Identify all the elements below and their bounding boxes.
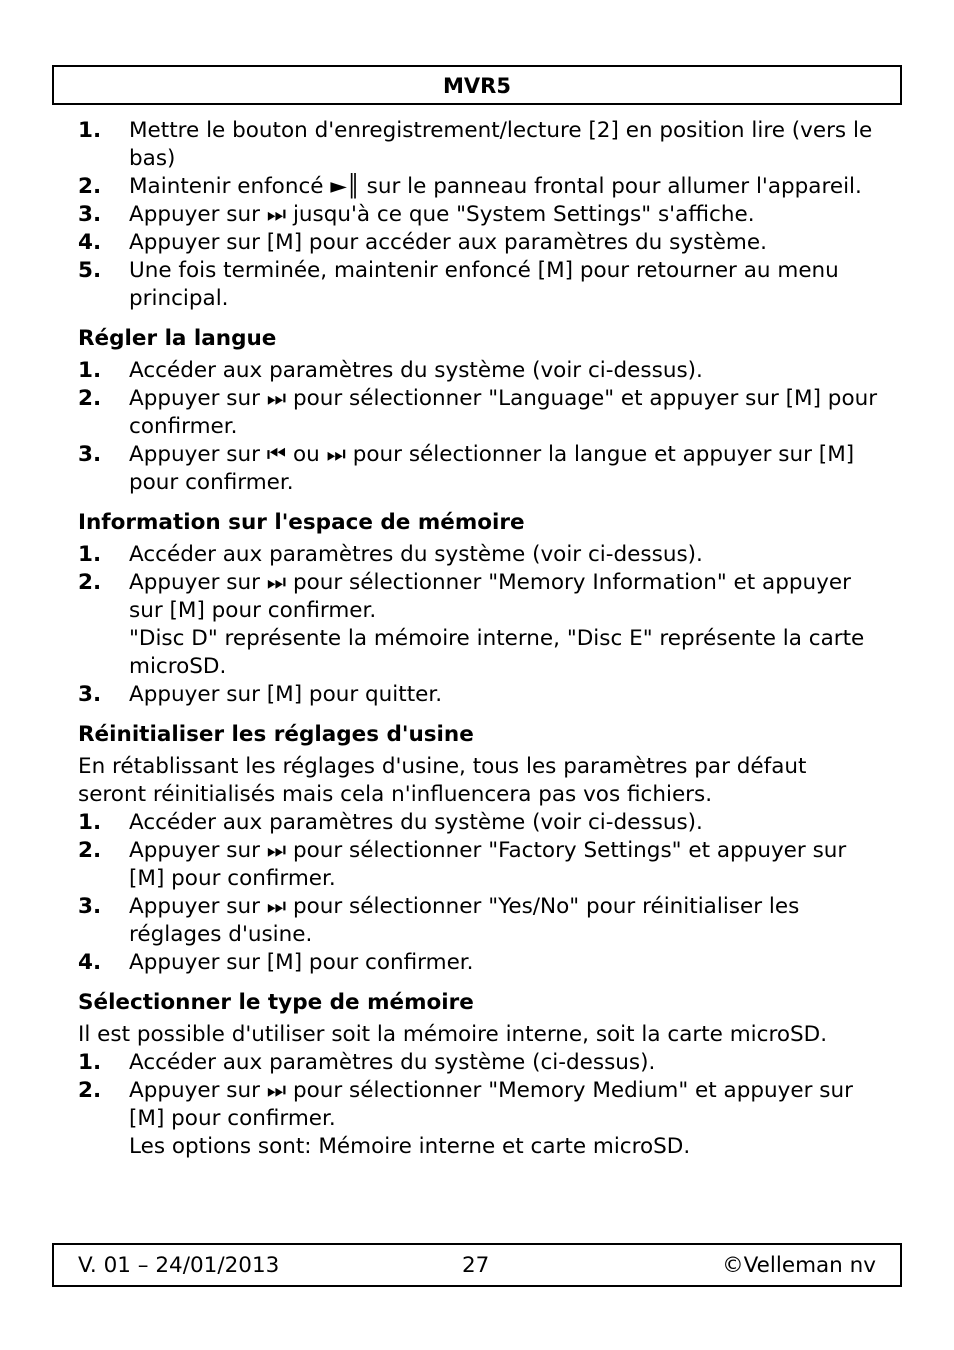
section-memory-information bbox=[78, 509, 878, 709]
list-item bbox=[78, 257, 878, 313]
list-item bbox=[78, 681, 878, 709]
step-number: 5. bbox=[78, 258, 102, 283]
version-date: V. 01 – 24/01/2013 bbox=[78, 1253, 280, 1278]
section-set-language bbox=[78, 325, 878, 497]
step-note: Les options sont: Mémoire interne et carte microSD. bbox=[129, 1134, 691, 1159]
section-intro: Il est possible d'utiliser soit la mémoire interne, soit la carte microSD. bbox=[78, 1022, 828, 1047]
section-heading: Régler la langue bbox=[78, 326, 277, 351]
step-text: Appuyer sur [M] pour quitter. bbox=[129, 682, 443, 707]
intro-steps bbox=[78, 117, 878, 313]
step-text: Appuyer sur ⏭ pour sélectionner "Language" et appuyer sur [M] pour confirmer. bbox=[129, 386, 878, 439]
step-note: "Disc D" représente la mémoire interne, "Disc E" représente la carte microSD. bbox=[129, 626, 865, 679]
section-heading: Information sur l'espace de mémoire bbox=[78, 510, 525, 535]
step-text: Accéder aux paramètres du système (voir ci-dessus). bbox=[129, 358, 703, 383]
section-intro: En rétablissant les réglages d'usine, tous les paramètres par défaut seront réinitialisés mais cela n'influencera pas vos fichiers. bbox=[78, 754, 807, 807]
list-item bbox=[78, 173, 878, 201]
step-number: 2. bbox=[78, 386, 102, 411]
list-item bbox=[78, 893, 878, 949]
section-steps bbox=[78, 541, 878, 709]
step-number: 2. bbox=[78, 838, 102, 863]
step-number: 1. bbox=[78, 358, 102, 383]
step-text: Appuyer sur ⏭ pour sélectionner "Yes/No" pour réinitialiser les réglages d'usine. bbox=[129, 894, 800, 947]
step-text: Appuyer sur ⏭ pour sélectionner "Factory Settings" et appuyer sur [M] pour confirmer. bbox=[129, 838, 847, 891]
list-item bbox=[78, 201, 878, 229]
list-item bbox=[78, 1049, 878, 1077]
step-number: 2. bbox=[78, 570, 102, 595]
copyright: ©Velleman nv bbox=[722, 1253, 876, 1278]
step-text: Appuyer sur ⏭ jusqu'à ce que "System Settings" s'affiche. bbox=[129, 202, 755, 227]
step-number: 3. bbox=[78, 682, 102, 707]
step-text: Appuyer sur [M] pour confirmer. bbox=[129, 950, 474, 975]
step-text: Accéder aux paramètres du système (voir ci-dessus). bbox=[129, 810, 703, 835]
list-item bbox=[78, 569, 878, 681]
list-item bbox=[78, 837, 878, 893]
step-text: Accéder aux paramètres du système (ci-dessus). bbox=[129, 1050, 656, 1075]
step-number: 4. bbox=[78, 950, 102, 975]
step-number: 2. bbox=[78, 174, 102, 199]
list-item bbox=[78, 357, 878, 385]
page-footer bbox=[52, 1243, 902, 1287]
step-number: 3. bbox=[78, 442, 102, 467]
list-item bbox=[78, 1077, 878, 1161]
page-number: 27 bbox=[462, 1253, 490, 1278]
page-content bbox=[78, 117, 878, 1161]
step-number: 4. bbox=[78, 230, 102, 255]
document-title: MVR5 bbox=[443, 74, 511, 98]
step-text: Appuyer sur [M] pour accéder aux paramètres du système. bbox=[129, 230, 767, 255]
list-item bbox=[78, 949, 878, 977]
step-text: Une fois terminée, maintenir enfoncé [M] pour retourner au menu principal. bbox=[129, 258, 839, 311]
list-item bbox=[78, 441, 878, 497]
step-text: Appuyer sur ⏭ pour sélectionner "Memory Information" et appuyer sur [M] pour confirmer. bbox=[129, 570, 851, 623]
list-item bbox=[78, 229, 878, 257]
step-number: 1. bbox=[78, 1050, 102, 1075]
step-text: Mettre le bouton d'enregistrement/lecture [2] en position lire (vers le bas) bbox=[129, 118, 873, 171]
step-text: Appuyer sur ⏭ pour sélectionner "Memory Medium" et appuyer sur [M] pour confirmer. bbox=[129, 1078, 853, 1131]
list-item bbox=[78, 117, 878, 173]
step-number: 1. bbox=[78, 810, 102, 835]
section-steps bbox=[78, 357, 878, 497]
step-number: 3. bbox=[78, 894, 102, 919]
step-number: 3. bbox=[78, 202, 102, 227]
section-steps bbox=[78, 809, 878, 977]
list-item bbox=[78, 541, 878, 569]
section-steps bbox=[78, 1049, 878, 1161]
page-header bbox=[52, 65, 902, 105]
step-number: 1. bbox=[78, 118, 102, 143]
step-text: Appuyer sur ⏮ ou ⏭ pour sélectionner la langue et appuyer sur [M] pour confirmer. bbox=[129, 442, 855, 495]
step-text: Accéder aux paramètres du système (voir ci-dessus). bbox=[129, 542, 703, 567]
section-heading: Réinitialiser les réglages d'usine bbox=[78, 722, 474, 747]
list-item bbox=[78, 385, 878, 441]
section-memory-type bbox=[78, 989, 878, 1161]
list-item bbox=[78, 809, 878, 837]
step-number: 2. bbox=[78, 1078, 102, 1103]
step-text: Maintenir enfoncé ►║ sur le panneau frontal pour allumer l'appareil. bbox=[129, 174, 862, 199]
step-number: 1. bbox=[78, 542, 102, 567]
section-heading: Sélectionner le type de mémoire bbox=[78, 990, 474, 1015]
section-factory-reset bbox=[78, 721, 878, 977]
